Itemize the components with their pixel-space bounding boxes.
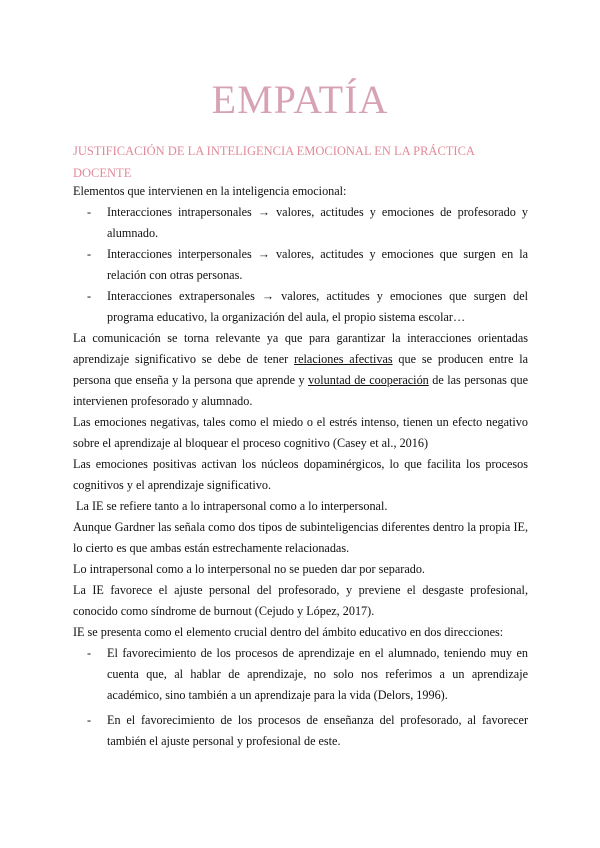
list-item <box>73 202 528 244</box>
communication-paragraph <box>73 328 528 412</box>
gardner-paragraph: Aunque Gardner las señala como dos tipos de subinteligencias diferentes dentro la propia IE, lo cierto es que ambas están estrechamente relacionadas. <box>73 520 528 555</box>
positive-emotions-paragraph: Las emociones positivas activan los núcleos dopaminérgicos, lo que facilita los procesos cognitivos y el aprendizaje significativo. <box>73 457 528 492</box>
list-item <box>73 643 528 706</box>
list-item <box>73 244 528 286</box>
underlined-relaciones-afectivas: relaciones afectivas <box>294 352 393 366</box>
list-item-text: Interacciones extrapersonales → valores, actitudes y emociones que surgen del programa educativo, la organización del aula, el propio sistema escolar… <box>107 289 528 324</box>
dash-bullet: - <box>87 646 92 660</box>
list-item-text: El favorecimiento de los procesos de aprendizaje en el alumnado, teniendo muy en cuenta que, al hablar de aprendizaje, no solo nos referimos a un aprendizaje académico, sino también a un aprendizaje para la vida (Delors, 1996). <box>107 646 528 702</box>
ie-favors-paragraph: La IE favorece el ajuste personal del profesorado, y previene el desgaste profesional, conocido como síndrome de burnout (Cejudo y López, 2017). <box>73 583 528 618</box>
dash-bullet: - <box>87 289 92 303</box>
dash-bullet: - <box>87 205 92 219</box>
dash-bullet: - <box>87 713 92 727</box>
elements-intro: Elementos que intervienen en la inteligencia emocional: <box>73 184 347 198</box>
text-span: de las personas que intervienen profesorado y alumnado. <box>73 373 528 408</box>
ie-refers-paragraph: La IE se refiere tanto a lo intrapersonal como a lo interpersonal. <box>73 499 388 513</box>
negative-emotions-paragraph: Las emociones negativas, tales como el miedo o el estrés intenso, tienen un efecto negativo sobre el aprendizaje al bloquear el proceso cognitivo (Casey et al., 2016) <box>73 415 528 450</box>
section-subtitle: JUSTIFICACIÓN DE LA INTELIGENCIA EMOCIONAL EN LA PRÁCTICA DOCENTE <box>73 144 475 180</box>
intra-inter-paragraph: Lo intrapersonal como a lo interpersonal no se pueden dar por separado. <box>73 562 425 576</box>
text-span: La comunicación se torna relevante ya que para garantizar la interacciones orientadas aprendizaje significativo se debe de tener <box>73 331 528 366</box>
list-item-text: Interacciones interpersonales → valores, actitudes y emociones que surgen en la relación con otras personas. <box>107 247 528 282</box>
text-span: que se producen entre la persona que enseña y la persona que aprende y <box>73 352 528 387</box>
ie-presents-paragraph: IE se presenta como el elemento crucial dentro del ámbito educativo en dos direcciones: <box>73 625 504 639</box>
list-item <box>73 710 528 752</box>
document-body <box>73 181 528 752</box>
page-title: EMPATÍA <box>211 77 389 122</box>
list-item-text: En el favorecimiento de los procesos de enseñanza del profesorado, al favorecer también el ajuste personal y profesional de este. <box>107 713 528 748</box>
list-item <box>73 286 528 328</box>
elements-list <box>73 202 528 328</box>
directions-list <box>73 643 528 752</box>
list-item-text: Interacciones intrapersonales → valores, actitudes y emociones de profesorado y alumnado. <box>107 205 528 240</box>
underlined-voluntad-cooperacion: voluntad de cooperación <box>308 373 429 387</box>
dash-bullet: - <box>87 247 92 261</box>
